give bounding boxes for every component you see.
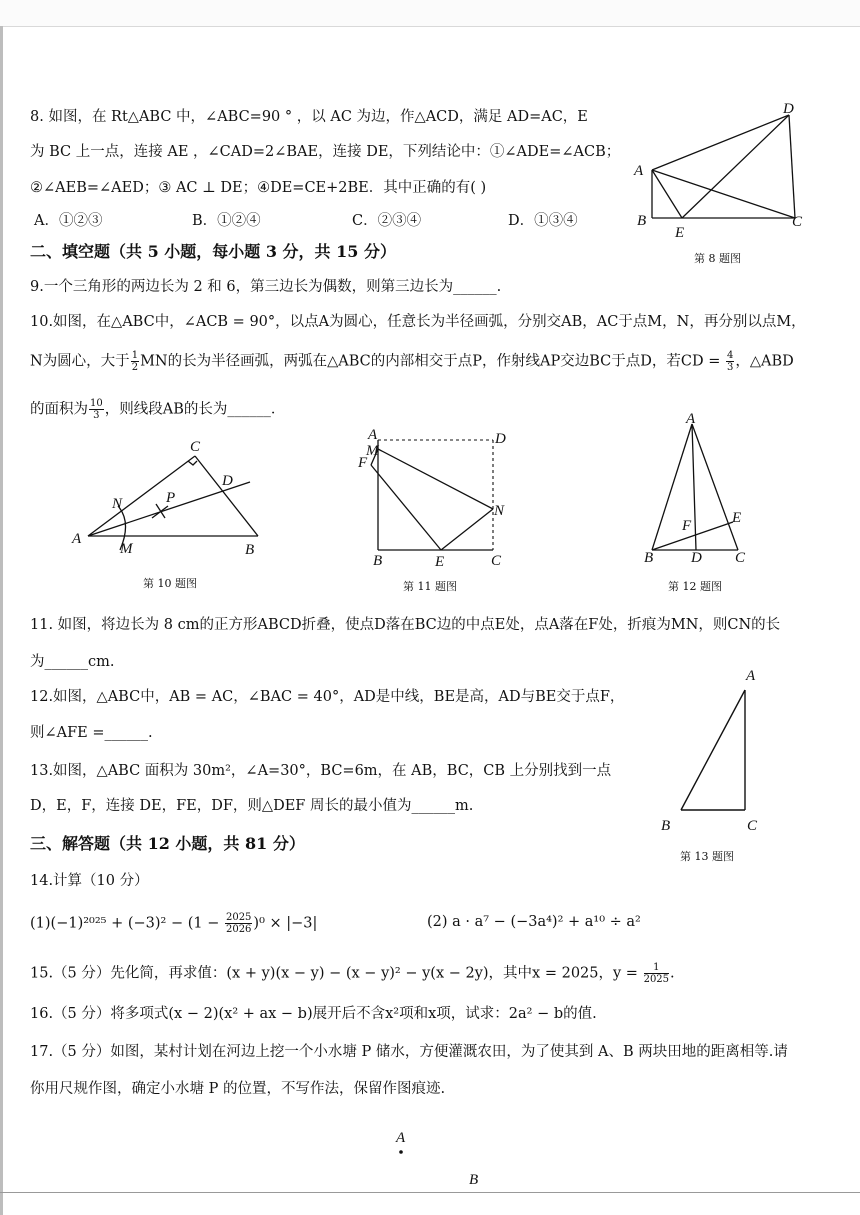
- q13-label-a: A: [746, 668, 756, 684]
- figure-q17: [380, 1120, 510, 1192]
- q11-label-b: B: [373, 553, 383, 569]
- q14-part-1-b: )⁰ × |−3|: [253, 915, 318, 932]
- q11-label-c: C: [491, 553, 502, 569]
- q8-line-1: 8. 如图，在 Rt△ABC 中，∠ABC=90 ° ，以 AC 为边，作△ACD，满足 AD=AC，E: [30, 109, 588, 125]
- q8-caption: 第 8 题图: [694, 252, 741, 265]
- q8-option-b: B．①②④: [192, 213, 261, 229]
- q10-cd-denominator: 3: [726, 362, 734, 373]
- q14-fraction-denominator: 2026: [225, 924, 252, 935]
- figure-q12: [640, 410, 760, 570]
- q17-line-1: 17.（5 分）如图，某村计划在河边上挖一个小水塘 P 储水，方便灌溉农田，为了使其到 A、B 两块田地的距离相等.请: [30, 1044, 788, 1060]
- q14-part-2: (2) a · a⁷ − (−3a⁴)² + a¹⁰ ÷ a²: [427, 914, 641, 930]
- q10-label-d: D: [222, 473, 233, 489]
- q10-line-2-part-c: ，△ABD: [735, 353, 794, 370]
- q17-point-a: [399, 1150, 403, 1154]
- q10-line-3-part-b: ，则线段AB的长为______．: [104, 401, 286, 418]
- figure-q13: [655, 660, 775, 840]
- q11-label-e: E: [435, 554, 445, 570]
- q11-label-m: M: [366, 443, 379, 459]
- q13-label-b: B: [661, 818, 671, 834]
- q8-label-d: D: [783, 101, 794, 117]
- q16-text: 16.（5 分）将多项式(x − 2)(x² + ax − b)展开后不含x²项和x项，试求：2a² − b的值.: [30, 1006, 597, 1022]
- q12-line-1: 12.如图，△ABC中，AB = AC，∠BAC = 40°，AD是中线，BE是高，AD与BE交于点F，: [30, 689, 625, 705]
- q8-label-e: E: [675, 225, 685, 241]
- q10-label-m: M: [120, 541, 133, 557]
- figure-q10: [60, 430, 280, 565]
- q13-caption: 第 13 题图: [680, 850, 734, 863]
- page-bottom-edge: [0, 1192, 860, 1193]
- q12-caption: 第 12 题图: [668, 580, 722, 593]
- q14-fraction-numerator: 2025: [225, 912, 252, 923]
- q10-label-a: A: [72, 531, 82, 547]
- q17-label-b: B: [469, 1172, 479, 1188]
- q10-line-3: [30, 398, 285, 421]
- q8-line-2: 为 BC 上一点，连接 AE ，∠CAD=2∠BAE，连接 DE，下列结论中：①∠ADE=∠ACB；: [30, 144, 621, 160]
- q12-label-f: F: [682, 518, 692, 534]
- q15-line: [30, 962, 675, 985]
- q15-y-fraction: [644, 962, 669, 985]
- q9-text: 9.一个三角形的两边长为 2 和 6，第三边长为偶数，则第三边长为______.: [30, 279, 502, 295]
- q12-label-d: D: [691, 550, 702, 566]
- q10-cd-fraction: [726, 350, 734, 373]
- q10-line-2: [30, 350, 794, 373]
- figure-q11: [355, 425, 525, 575]
- q12-label-a: A: [686, 411, 696, 427]
- q10-area-fraction: [89, 398, 104, 421]
- q10-line-1: 10.如图，在△ABC中，∠ACB = 90°，以点A为圆心，任意长为半径画弧，分别交AB，AC于点M，N，再分别以点M，: [30, 314, 806, 330]
- q14-fraction: [225, 912, 252, 935]
- q11-label-a: A: [368, 427, 378, 443]
- q11-label-f: F: [358, 455, 368, 471]
- q10-area-numerator: 10: [90, 398, 103, 409]
- q13-line-1: 13.如图，△ABC 面积为 30m²，∠A=30°，BC=6m，在 AB，BC，CB 上分别找到一点: [30, 763, 612, 779]
- q11-label-d: D: [495, 431, 506, 447]
- q13-line-2: D，E，F，连接 DE，FE，DF，则△DEF 周长的最小值为______m.: [30, 798, 474, 814]
- q15-y-denominator: 2025: [643, 974, 670, 985]
- q17-line-2: 你用尺规作图，确定小水塘 P 的位置，不写作法，保留作图痕迹.: [30, 1081, 446, 1097]
- page-left-edge: [0, 26, 3, 1215]
- q12-line-2: 则∠AFE =______.: [30, 725, 153, 741]
- section-2-heading: 二、填空题（共 5 小题，每小题 3 分，共 15 分）: [30, 242, 396, 261]
- q8-option-a: A．①②③: [34, 213, 103, 229]
- q12-label-b: B: [644, 550, 654, 566]
- q17-label-a: A: [396, 1130, 406, 1146]
- q8-label-c: C: [792, 214, 803, 230]
- q12-label-c: C: [735, 550, 746, 566]
- q10-half-numerator: 1: [131, 350, 139, 361]
- q10-label-b: B: [245, 542, 255, 558]
- top-bar: [0, 0, 860, 27]
- q10-half-fraction: [131, 350, 139, 373]
- q11-line-2: 为______cm.: [30, 654, 115, 670]
- q10-label-c: C: [190, 439, 201, 455]
- q8-line-3: ②∠AEB=∠AED；③ AC ⊥ DE；④DE=CE+2BE．其中正确的有( ): [30, 180, 487, 196]
- q15-y-numerator: 1: [644, 962, 669, 974]
- q15-text: 15.（5 分）先化简，再求值：(x + y)(x − y) − (x − y)² − y(x − 2y)，其中x = 2025，y =: [30, 965, 643, 982]
- q14-title: 14.计算（10 分）: [30, 873, 149, 889]
- q11-label-n: N: [494, 503, 505, 519]
- q10-label-n: N: [112, 496, 123, 512]
- q10-cd-numerator: 4: [726, 350, 734, 361]
- q11-caption: 第 11 题图: [403, 580, 457, 593]
- q10-line-2-part-b: MN的长为半径画弧，两弧在△ABC的内部相交于点P，作射线AP交边BC于点D，若CD =: [140, 353, 725, 370]
- q14-part-1: [30, 912, 317, 935]
- q15-end: .: [670, 965, 675, 982]
- q10-area-denominator: 3: [93, 410, 100, 421]
- q8-option-d: D．①③④: [508, 213, 578, 229]
- q14-part-1-a: (1)(−1)²⁰²⁵ + (−3)² − (1 −: [30, 915, 224, 932]
- q12-label-e: E: [732, 510, 742, 526]
- q10-half-denominator: 2: [131, 362, 139, 373]
- q8-label-a: A: [634, 163, 644, 179]
- q8-label-b: B: [637, 213, 647, 229]
- q11-line-1: 11. 如图，将边长为 8 cm的正方形ABCD折叠，使点D落在BC边的中点E处，点A落在F处，折痕为MN，则CN的长: [30, 617, 781, 633]
- q13-label-c: C: [747, 818, 758, 834]
- section-3-heading: 三、解答题（共 12 小题，共 81 分）: [30, 834, 305, 853]
- figure-q8: [632, 95, 812, 245]
- q10-line-3-part-a: 的面积为: [30, 401, 88, 418]
- q8-option-c: C．②③④: [352, 213, 422, 229]
- q10-caption: 第 10 题图: [143, 577, 197, 590]
- q10-line-2-part-a: N为圆心，大于: [30, 353, 130, 370]
- q10-label-p: P: [166, 490, 176, 506]
